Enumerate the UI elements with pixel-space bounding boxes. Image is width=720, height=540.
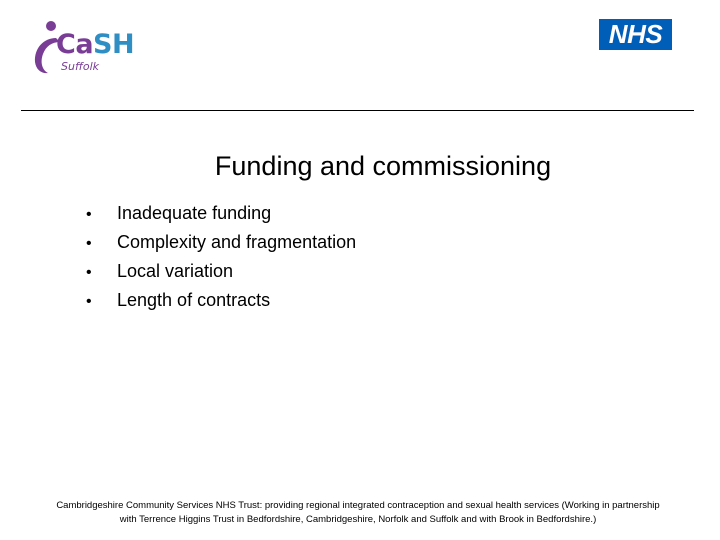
icash-wordmark [56, 30, 134, 60]
bullet-text: Inadequate funding [117, 203, 272, 223]
bullet-text: Local variation [117, 261, 234, 281]
bullet-text: Length of contracts [117, 290, 271, 310]
icash-subtext: Suffolk [61, 60, 100, 73]
nhs-logo: NHS [599, 19, 672, 50]
footer-line-2: with Terrence Higgins Trust in Bedfordshire, Cambridgeshire, Norfolk and Suffolk and with Brook in Bedfordshire.) [119, 514, 597, 525]
icash-wordmark-ca: Ca [56, 29, 94, 60]
bullet-text: Complexity and fragmentation [117, 232, 357, 252]
bullet-item [86, 199, 356, 228]
bullet-list [86, 199, 356, 315]
bullet-item [86, 228, 356, 257]
header-divider [21, 110, 694, 111]
bullet-dot: • [86, 235, 92, 252]
footer-line-1: Cambridgeshire Community Services NHS Trust: providing regional integrated contraception and sexual health services (Working in partnership [56, 500, 660, 511]
bullet-item [86, 257, 356, 286]
icash-suffolk-logo [30, 18, 140, 80]
slide-title: Funding and commissioning [214, 151, 552, 181]
bullet-item [86, 286, 356, 315]
bullet-dot: • [86, 293, 92, 310]
bullet-dot: • [86, 206, 92, 223]
bullet-dot: • [86, 264, 92, 281]
icash-wordmark-sh: SH [93, 29, 135, 60]
footer-note [0, 499, 716, 527]
